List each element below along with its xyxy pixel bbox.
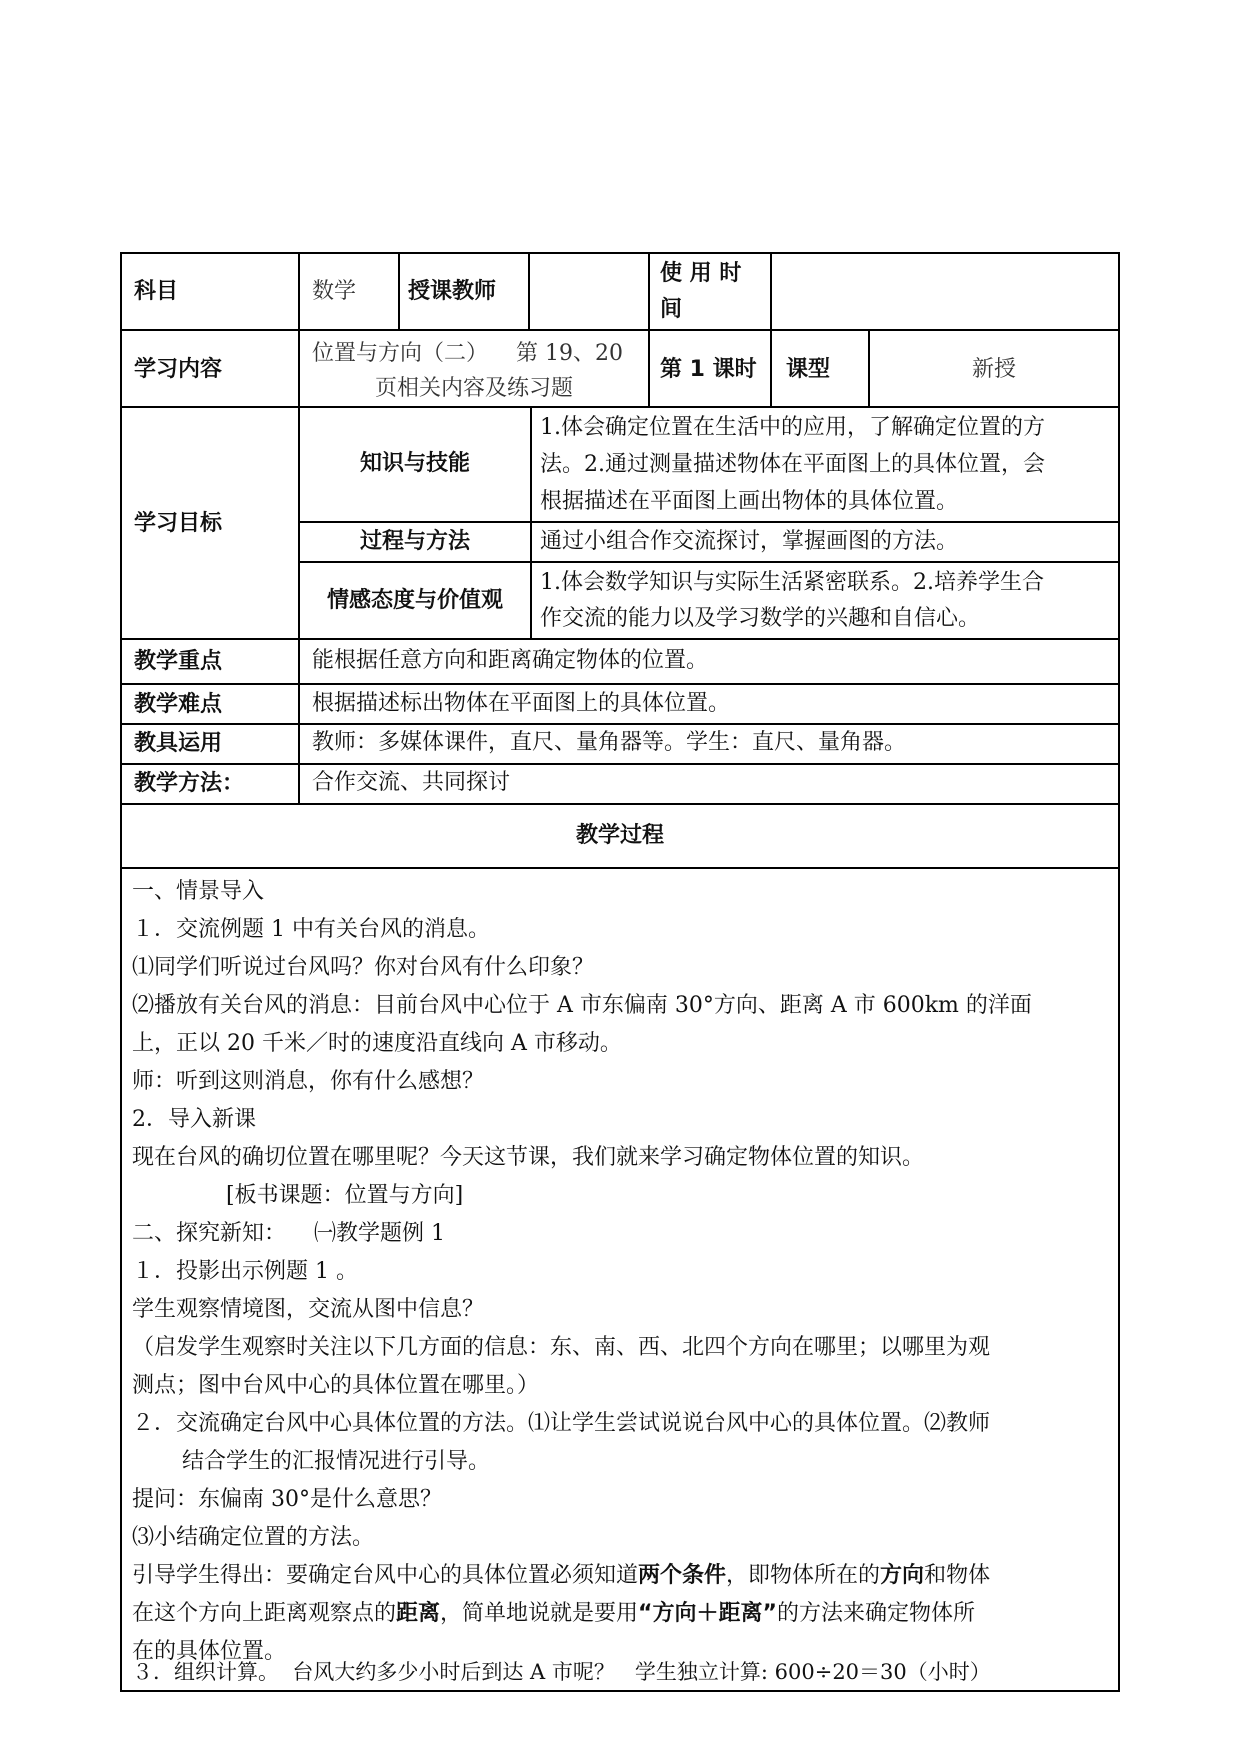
summary-line-2	[132, 1596, 1117, 1632]
objective-process-line: 通过小组合作交流探讨，掌握画图的方法。	[540, 529, 959, 554]
process-last-line: ３．组织计算。 台风大约多少小时后到达 A 市呢？ 学生独立计算: 600÷20＝30（小时）	[132, 1660, 991, 1684]
subject-value: 数学	[312, 279, 357, 304]
process-line: 学生观察情境图，交流从图中信息？	[132, 1297, 485, 1322]
summary-bold: “方向＋距离”	[638, 1601, 777, 1626]
process-line: ２．交流确定台风中心具体位置的方法。⑴让学生尝试说说台风中心的具体位置。⑵教师	[132, 1411, 991, 1436]
objective-knowledge-line: 1.体会确定位置在生活中的应用，了解确定位置的方	[540, 415, 1045, 440]
content-text-line1: 位置与方向（二） 第 19、20	[312, 341, 623, 366]
process-line: 测点；图中台风中心的具体位置在哪里。）	[132, 1373, 540, 1398]
time-label-line1: 使 用 时	[660, 261, 742, 286]
process-line: ⑵播放有关台风的消息：目前台风中心位于 A 市东偏南 30°方向、距离 A 市 600km 的洋面	[132, 993, 1032, 1018]
lesson-label: 第 1 课时	[660, 357, 757, 382]
process-line: 二、探究新知： ㈠教学题例 1	[132, 1221, 445, 1246]
objectives-label: 学习目标	[134, 511, 223, 536]
process-line: １．交流例题 1 中有关台风的消息。	[132, 917, 490, 942]
key-point-label: 教学重点	[134, 649, 223, 674]
process-line: 一、情景导入	[132, 879, 265, 904]
process-line: ⑶小结确定位置的方法。	[132, 1525, 375, 1550]
process-line: 师：听到这则消息，你有什么感想？	[132, 1069, 485, 1094]
teacher-label: 授课教师	[408, 279, 497, 304]
summary-line-1	[132, 1558, 1117, 1594]
summary-text: 在这个方向上距离观察点的	[132, 1601, 397, 1626]
summary-text: ，即物体所在的	[726, 1563, 881, 1588]
summary-bold: 方向	[880, 1563, 925, 1588]
summary-line-3: 在的具体位置。	[132, 1639, 287, 1664]
difficulty-value: 根据描述标出物体在平面图上的具体位置。	[312, 691, 731, 716]
objective-emotion-name: 情感态度与价值观	[326, 588, 503, 613]
process-line: ⑴同学们听说过台风吗？你对台风有什么印象？	[132, 955, 595, 980]
process-line: 2．导入新课	[132, 1107, 256, 1132]
method-value: 合作交流、共同探讨	[312, 770, 511, 795]
content-text-line2: 页相关内容及练习题	[374, 376, 573, 401]
objective-process-name: 过程与方法	[359, 529, 470, 554]
process-line: 提问：东偏南 30°是什么意思？	[132, 1487, 442, 1512]
method-label: 教学方法：	[134, 771, 245, 796]
summary-bold: 距离	[396, 1601, 441, 1626]
summary-text: 和物体	[924, 1563, 991, 1588]
key-point-value: 能根据任意方向和距离确定物体的位置。	[312, 648, 709, 673]
type-label: 课型	[786, 357, 831, 382]
process-line: 现在台风的确切位置在哪里呢？今天这节课，我们就来学习确定物体位置的知识。	[132, 1145, 925, 1170]
summary-text: 的方法来确定物体所	[776, 1601, 975, 1626]
process-line: １．投影出示例题 1 。	[132, 1259, 358, 1284]
summary-text: 引导学生得出：要确定台风中心的具体位置必须知道	[132, 1563, 639, 1588]
objective-knowledge-name: 知识与技能	[359, 451, 470, 476]
subject-label: 科目	[134, 279, 179, 304]
process-line: 上，正以 20 千米／时的速度沿直线向 A 市移动。	[132, 1031, 622, 1056]
process-title: 教学过程	[575, 823, 664, 848]
summary-bold: 两个条件	[638, 1563, 727, 1588]
difficulty-label: 教学难点	[134, 692, 223, 717]
content-label: 学习内容	[134, 357, 223, 382]
process-line: 结合学生的汇报情况进行引导。	[182, 1449, 491, 1474]
process-line: [板书课题：位置与方向]	[226, 1183, 464, 1208]
time-label-line2: 间	[660, 297, 683, 322]
objective-emotion-line: 1.体会数学知识与实际生活紧密联系。2.培养学生合	[540, 570, 1044, 595]
tools-value: 教师：多媒体课件，直尺、量角器等。学生：直尺、量角器。	[312, 730, 907, 755]
objective-knowledge-line: 根据描述在平面图上画出物体的具体位置。	[540, 489, 959, 514]
tools-label: 教具运用	[134, 731, 223, 756]
objective-emotion-line: 作交流的能力以及学习数学的兴趣和自信心。	[540, 606, 981, 631]
process-line: （启发学生观察时关注以下几方面的信息：东、南、西、北四个方向在哪里；以哪里为观	[132, 1335, 991, 1360]
summary-text: ，简单地说就是要用	[440, 1601, 639, 1626]
objective-knowledge-line: 法。2.通过测量描述物体在平面图上的具体位置，会	[540, 452, 1045, 477]
type-value: 新授	[971, 357, 1016, 382]
